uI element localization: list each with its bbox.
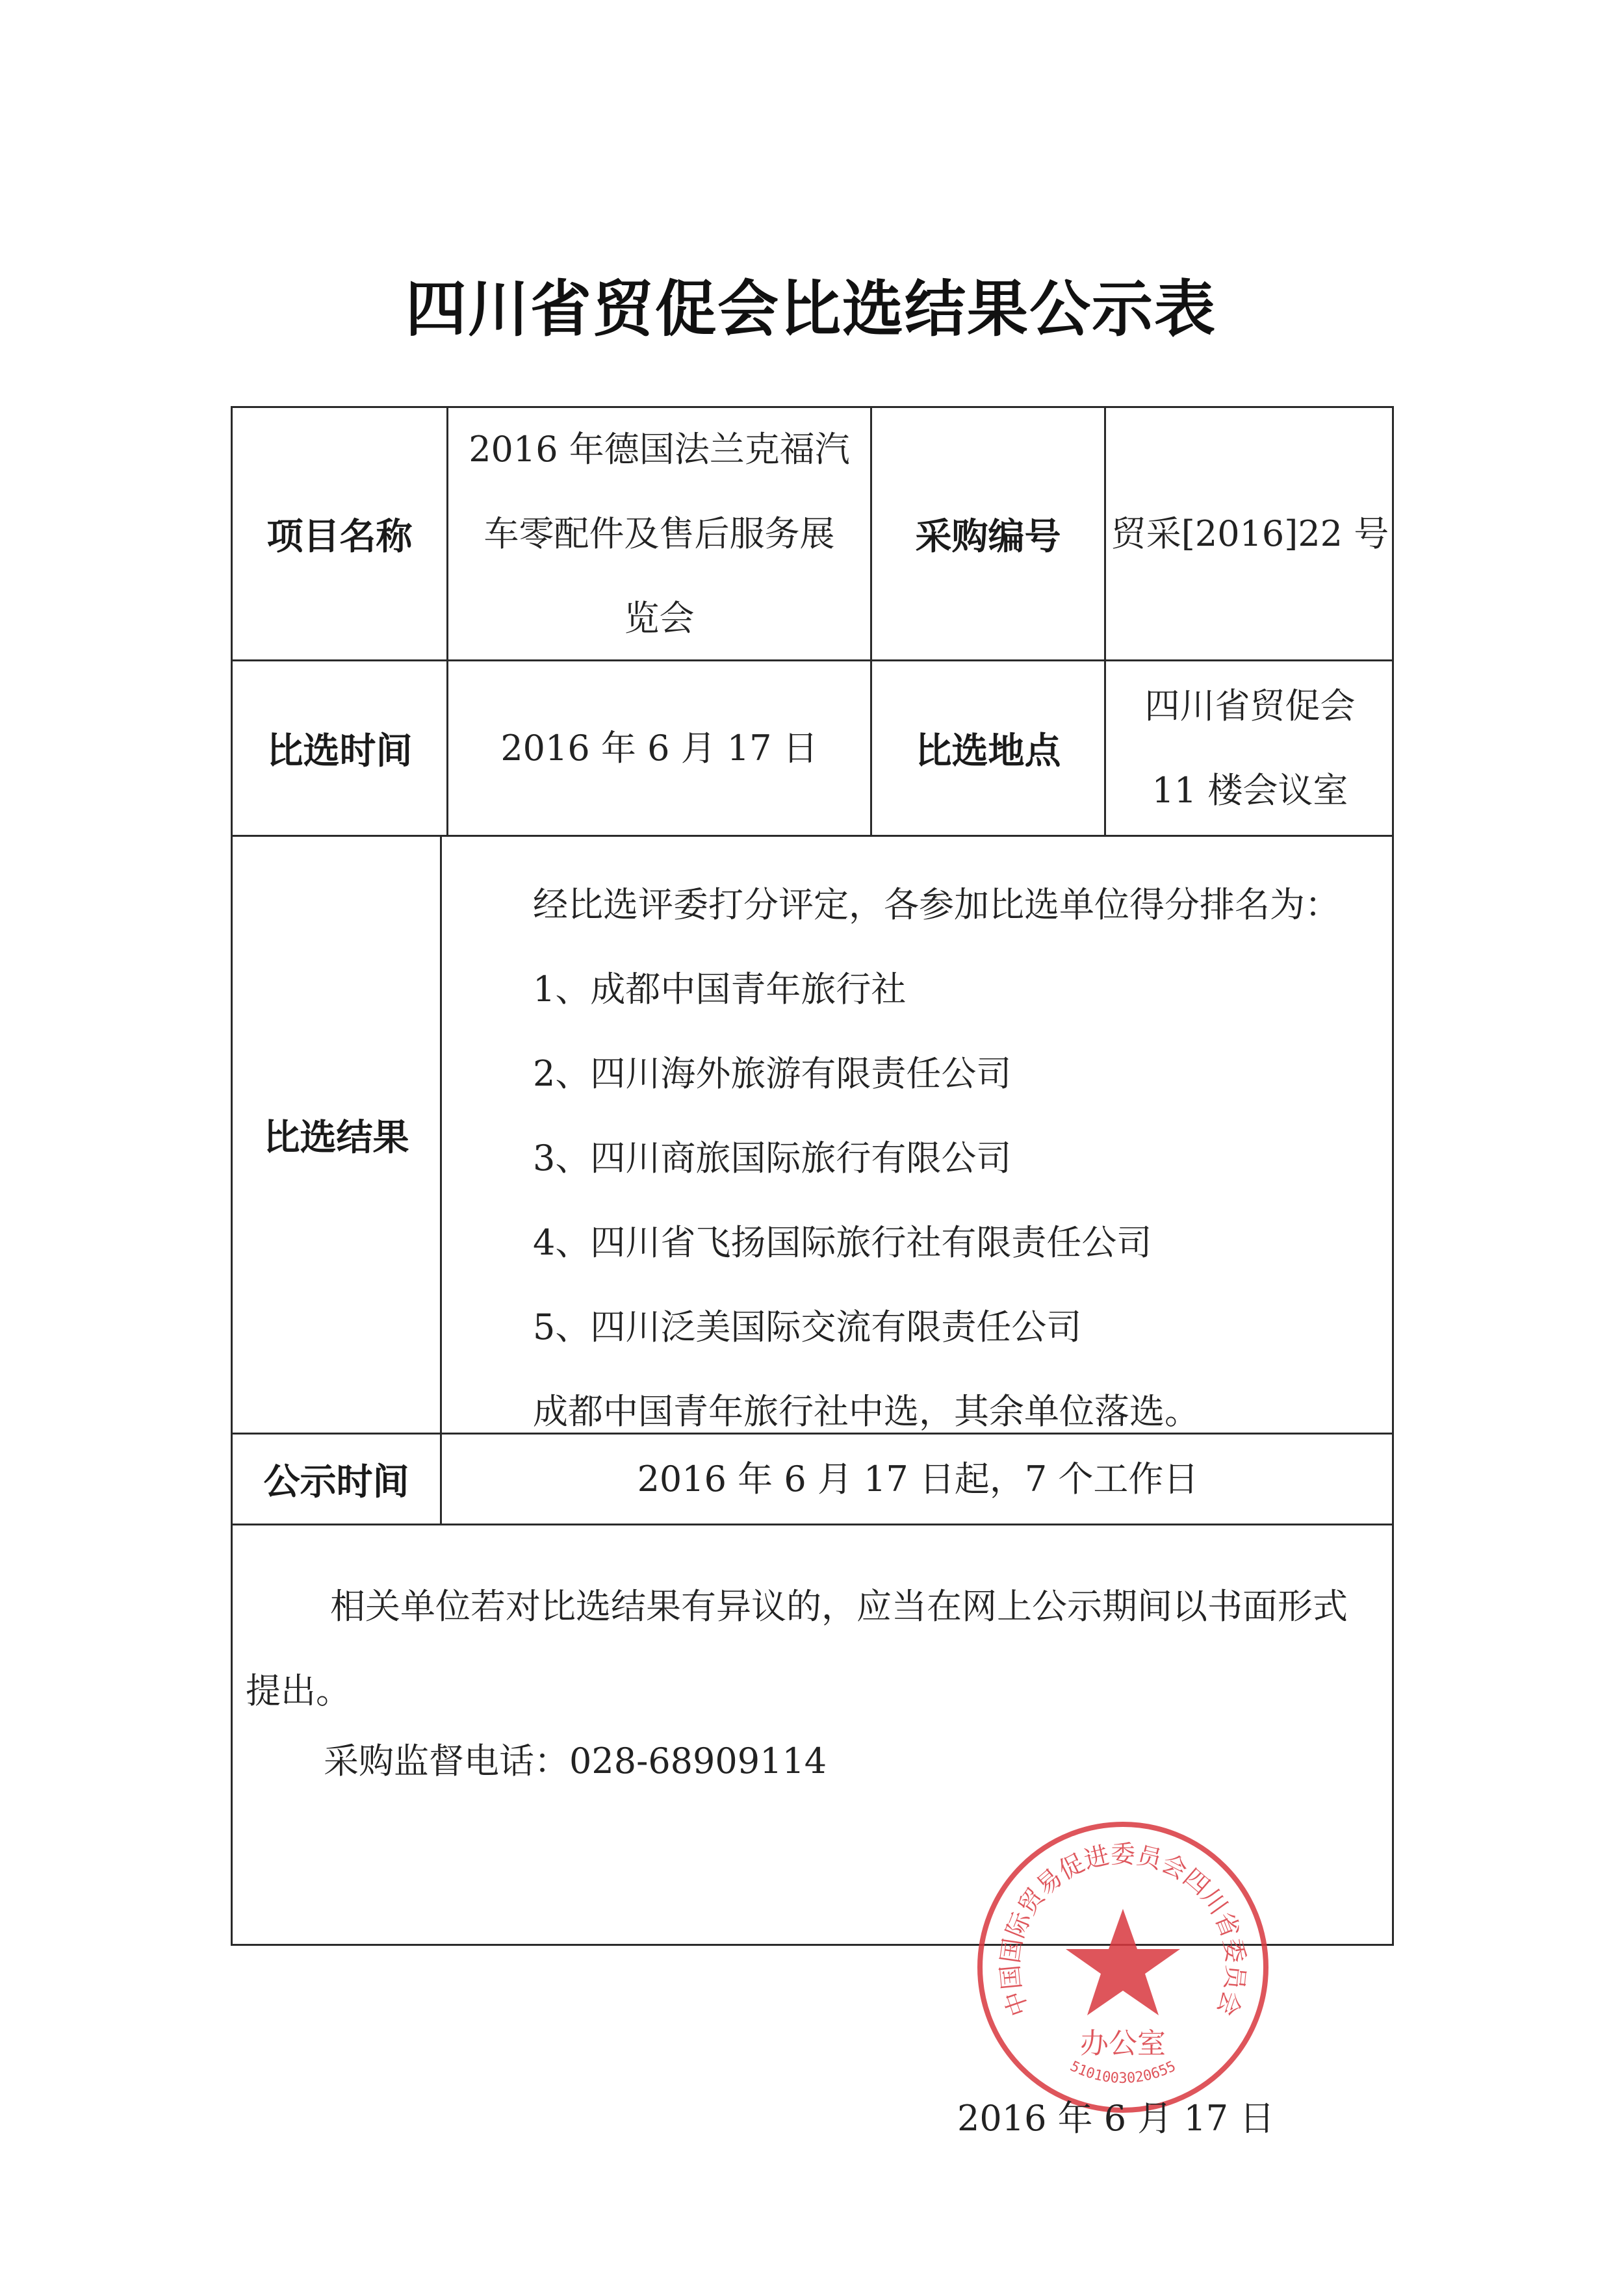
selection-time-value: 2016 年 6 月 17 日 bbox=[500, 727, 818, 769]
project-row bbox=[231, 406, 1394, 659]
procurement-code-label: 采购编号 bbox=[915, 515, 1061, 558]
publicity-label: 公示时间 bbox=[263, 1461, 409, 1503]
selection-place-value-cell bbox=[1104, 659, 1394, 835]
result-item: 5、四川泛美国际交流有限责任公司 bbox=[533, 1307, 1082, 1347]
selection-time-label-cell bbox=[231, 659, 446, 835]
results-label: 比选结果 bbox=[263, 1116, 409, 1159]
procurement-code-label-cell bbox=[870, 406, 1104, 659]
result-item: 1、成都中国青年旅行社 bbox=[533, 969, 907, 1010]
project-name-label-cell bbox=[231, 406, 446, 659]
publicity-value: 2016 年 6 月 17 日起，7 个工作日 bbox=[637, 1458, 1199, 1499]
selection-place-label: 比选地点 bbox=[915, 730, 1061, 772]
results-label-cell bbox=[231, 835, 440, 1433]
selection-time-label: 比选时间 bbox=[266, 730, 413, 772]
result-item: 2、四川海外旅游有限责任公司 bbox=[533, 1053, 1012, 1094]
page-title: 四川省贸促会比选结果公示表 bbox=[405, 274, 1216, 345]
results-conclusion: 成都中国青年旅行社中选，其余单位落选。 bbox=[533, 1391, 1200, 1432]
project-name-line: 车零配件及售后服务展 bbox=[483, 513, 835, 554]
seal-outer-text: 中国国际贸易促进委员会四川省委员会 bbox=[996, 1840, 1250, 2020]
result-table bbox=[231, 406, 1394, 2139]
signature-date: 2016 年 6 月 17 日 bbox=[957, 2098, 1275, 2139]
procurement-code-value-cell bbox=[1104, 406, 1394, 659]
result-item: 3、四川商旅国际旅行有限公司 bbox=[533, 1138, 1012, 1179]
result-item: 4、四川省飞扬国际旅行社有限责任公司 bbox=[533, 1222, 1152, 1263]
table-right-border bbox=[1392, 406, 1394, 1946]
procurement-code-value: 贸采[2016]22 号 bbox=[1111, 513, 1389, 554]
objection-notice: 相关单位若对比选结果有异议的，应当在网上公示期间以书面形式提出。 bbox=[246, 1586, 1348, 1711]
publicity-label-cell bbox=[231, 1433, 440, 1524]
publicity-row bbox=[231, 1433, 1394, 1524]
project-name-line: 览会 bbox=[624, 597, 695, 639]
official-seal bbox=[967, 1811, 1279, 2123]
results-body bbox=[440, 835, 1394, 1433]
selection-row bbox=[231, 659, 1394, 835]
selection-place-label-cell bbox=[870, 659, 1104, 835]
supervision-phone: 采购监督电话：028-68909114 bbox=[324, 1741, 827, 1781]
notice-row bbox=[231, 1524, 1394, 2139]
selection-time-value-cell bbox=[446, 659, 870, 835]
project-name-label: 项目名称 bbox=[266, 515, 413, 558]
notice-body bbox=[231, 1524, 1394, 2139]
project-name-value-cell bbox=[446, 406, 870, 659]
selection-place-line: 11 楼会议室 bbox=[1152, 769, 1348, 811]
results-row bbox=[231, 835, 1394, 1433]
seal-code: 5101003020655 bbox=[1067, 2058, 1179, 2087]
selection-place-line: 四川省贸促会 bbox=[1144, 685, 1356, 726]
results-intro: 经比选评委打分评定，各参加比选单位得分排名为： bbox=[533, 884, 1340, 925]
seal-inner-text: 办公室 bbox=[1080, 2027, 1166, 2060]
publicity-value-cell bbox=[440, 1433, 1394, 1524]
seal-star-icon bbox=[1066, 1909, 1180, 2015]
project-name-line: 2016 年德国法兰克福汽 bbox=[469, 428, 850, 470]
